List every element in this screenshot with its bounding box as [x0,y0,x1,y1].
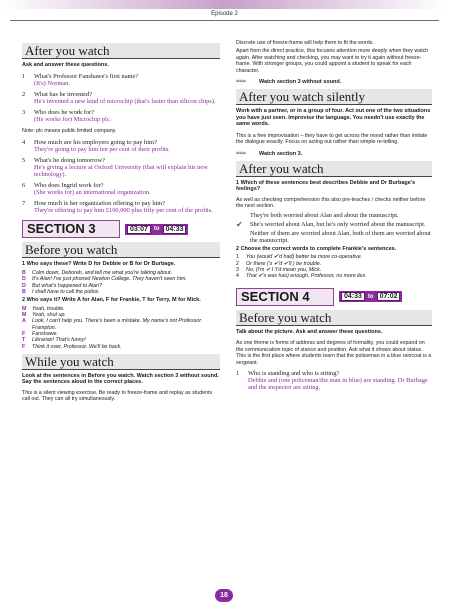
section-4-question [236,370,432,391]
silently-text: This is a free improvisation – they have to get across the mood rather than imitate the dialogue exactly. Focus on acting out rather than simple re-telling. [236,132,428,146]
question-body [34,73,138,87]
video-icon: ≈≈≈ [236,150,246,157]
question-text: Who does he work for? [34,108,94,116]
question-text: How much is her organization offering to pay him? [34,200,166,208]
speaker-letter: D [22,282,26,289]
option-text: They're both worried about Alan and about the manuscript. [250,211,399,219]
question-text: What's he doing tomorrow? [34,156,105,164]
silently-instruction: Work with a partner, or in a group of four. Act out one of the two situations you have just seen. Improvise the language. You needn't use exactly the same words. [236,108,431,128]
time-to: to [153,226,160,233]
question-number: 6 [22,182,26,190]
plc-note: Note: plc means public limited company. [22,128,117,135]
question-list-2 [22,139,220,215]
speaker-line [22,344,220,350]
answer-text: He's giving a lecture at Oxford University (that will explain his new technology). [34,163,208,178]
question-body [34,157,220,178]
answer-text: They're offering to pay him £100,000 plus fifty per cent of the profits. [34,207,213,215]
speaker-letter: D [22,276,26,283]
exercise-1-question: 1 Who says these? Write D for Debbie or B for Dr Burbage. [22,261,176,268]
watch-no-sound-label: Watch section 3 without sound. [259,79,342,86]
question-body [34,91,216,105]
question-number: 1 [236,370,240,378]
line-text: Calm down, Deborah, and tell me what you're talking about. [32,270,172,276]
watch-section-3 [236,151,432,157]
answer-text: They're going to pay him ten per cent of their profits. [34,145,170,153]
after-you-watch-heading: After you watch [22,43,220,59]
question-number: 7 [22,200,26,208]
sentence-text: You (would ✔'d had) better be more co-operative. [246,254,363,261]
sentence-number: 1 [236,254,239,261]
question-text: What's Professor Fanshawe's first name? [34,72,139,80]
option-text: Neither of them are worried about Alan, both of them are worried about the manuscript. [250,229,431,244]
question-item [22,157,220,178]
while-you-watch-heading: While you watch [22,354,220,370]
sentence-text: Or there ('s ✔'d ✔'ll ) be trouble. [246,260,322,267]
question-number: 1 [22,72,26,80]
sentence-item [236,273,432,279]
right-column [236,38,432,391]
speaker-line [22,318,220,331]
answer-text: He's invented a new kind of microchip (that's faster than silicon chips). [34,97,216,105]
while-you-watch-instruction: Look at the sentences in Before you watch. Watch section 3 without sound. Say the sentences aloud in the correct places. [22,372,219,386]
question-number: 5 [22,156,26,164]
speaker-letter: F [22,343,26,350]
speaker-letter: A [22,318,26,325]
video-icon: ≈≈≈ [236,79,246,86]
sentence-number: 2 [236,260,239,267]
speaker-letter: M [22,312,27,319]
question-text: What has he invented? [34,90,93,98]
answer-text: (She works for) an international organization. [34,189,151,197]
speaker-letter: B [22,288,26,295]
before-you-watch-heading-2: Before you watch [236,310,432,326]
option-item [236,221,432,228]
question-item [22,91,220,105]
speaker-letter: F [22,330,26,337]
time-end: 04:33 [163,225,187,234]
answer-text: (It's) Norman. [34,79,70,87]
question-item [22,200,220,214]
header-rule [10,20,439,21]
question-item [22,182,220,196]
sentence-text: No, (I'm ✔ I 'I'd mean you, Mick. [246,267,322,274]
line-text: But what's happened to Alan? [32,282,103,289]
line-text: Look, I can't help you. There's been a mistake. My name's not Professor Frampton. [32,318,202,331]
exercise-2-question: 2 Who says it? Write A for Alan, F for Frankie, T for Terry, M for Mick. [22,297,201,304]
speaker-list-2 [22,306,220,350]
speaker-line [22,289,220,295]
after-question-2: 2 Choose the correct words to complete Frankie's sentences. [236,245,397,252]
sentence-list [236,254,432,280]
section-3-title: SECTION 3 [22,220,120,238]
line-text: Fanshawe. [32,330,58,337]
section-3-timecode [125,224,188,235]
episode-label: Episode 2 [211,11,238,17]
answer-text: Debbie and (one policeman/the man in blue) are standing. Dr Burbage and the inspector are sitting. [248,377,428,392]
question-body [34,200,213,214]
line-text: I shall have to call the police. [32,288,100,295]
time-end: 07:02 [377,292,401,301]
question-item [22,73,220,87]
line-text: Yeah, trouble. [32,305,65,312]
sentence-text: That ✔'s was has) enough, Professor, no more lies. [246,273,367,280]
intro-text-2: Apart from the direct practice, this focuses attention more deeply when they watch again. After watching and checking, you may want to try it again without freeze-frame. With stronger groups, you could appoint a student to speak for each character. [236,48,429,74]
question-number: 2 [22,90,26,98]
question-item [22,109,220,123]
after-you-watch-instruction: Ask and answer these questions. [22,62,109,68]
line-text: Think it over, Professor. We'll be back. [32,343,122,350]
question-body [34,139,170,153]
question-text: Who does Ingrid work for? [34,182,104,190]
sentence-number: 4 [236,273,239,280]
tick-icon [236,212,250,219]
while-you-watch-text: This is a silent viewing exercise. Be ready to freeze-frame and replay as students call out. They can all try simultaneously. [22,390,213,403]
intro-text-1: Discrete use of freeze-frame will help them to fit the words. [236,40,374,46]
time-to: to [367,293,374,300]
line-text: Librarian! That's funny! [32,337,86,344]
speaker-letter: M [22,305,27,312]
line-text: Yeah, shut up. [32,312,66,319]
speaker-letter: T [22,337,26,344]
before-you-watch-heading: Before you watch [22,242,220,258]
after-question-1: 1 Which of these sentences best describes Debbie and Dr Burbage's feelings? [236,179,416,193]
option-item [236,212,432,219]
left-column [22,24,220,405]
after-text: As well as checking comprehension this also pre-teaches / checks neither before the next section. [236,196,426,210]
tick-icon: ✔ [236,219,243,229]
question-text: Who is standing and who is sitting? [248,370,340,378]
section-4-timecode [339,291,402,302]
line-text: It's Alan! I've just phoned Newton College. They haven't seen him. [32,276,187,283]
question-body [34,182,151,196]
answer-text: (He works for) Microchip plc. [34,116,112,124]
option-text: She's worried about Alan, but he's only worried about the manuscript. [250,220,426,228]
question-list [22,73,220,124]
option-item [236,230,432,244]
time-start: 03:07 [127,225,151,234]
time-start: 04:33 [341,292,365,301]
section-4-instruction: Talk about the picture. Ask and answer these questions. [236,328,383,335]
question-body [34,109,111,123]
speaker-list-1 [22,270,220,295]
question-text: How much are his employers going to pay him? [34,138,157,146]
section-3-header [22,220,220,238]
question-number: 4 [22,138,26,146]
section-4-title: SECTION 4 [236,288,334,306]
section-4-header [236,288,432,306]
option-list [236,212,432,244]
question-item [22,139,220,153]
watch-section-3-label: Watch section 3. [259,150,303,157]
section-4-text: As one theme is forms of address and degrees of formality, you could expand on the communication topic of stance and position. Ask what it shows about status. This is the first place where students learn that the policeman in a blue raincoat is a sergeant. [236,340,432,366]
speaker-letter: B [22,270,26,276]
page-number: 18 [215,589,233,602]
header-decoration [0,0,449,9]
watch-no-sound [236,79,432,85]
question-number: 3 [22,108,26,116]
after-you-watch-silently-heading: After you watch silently [236,89,432,105]
sentence-number: 3 [236,267,239,274]
tick-icon [236,230,250,244]
after-you-watch-heading-2: After you watch [236,161,432,177]
